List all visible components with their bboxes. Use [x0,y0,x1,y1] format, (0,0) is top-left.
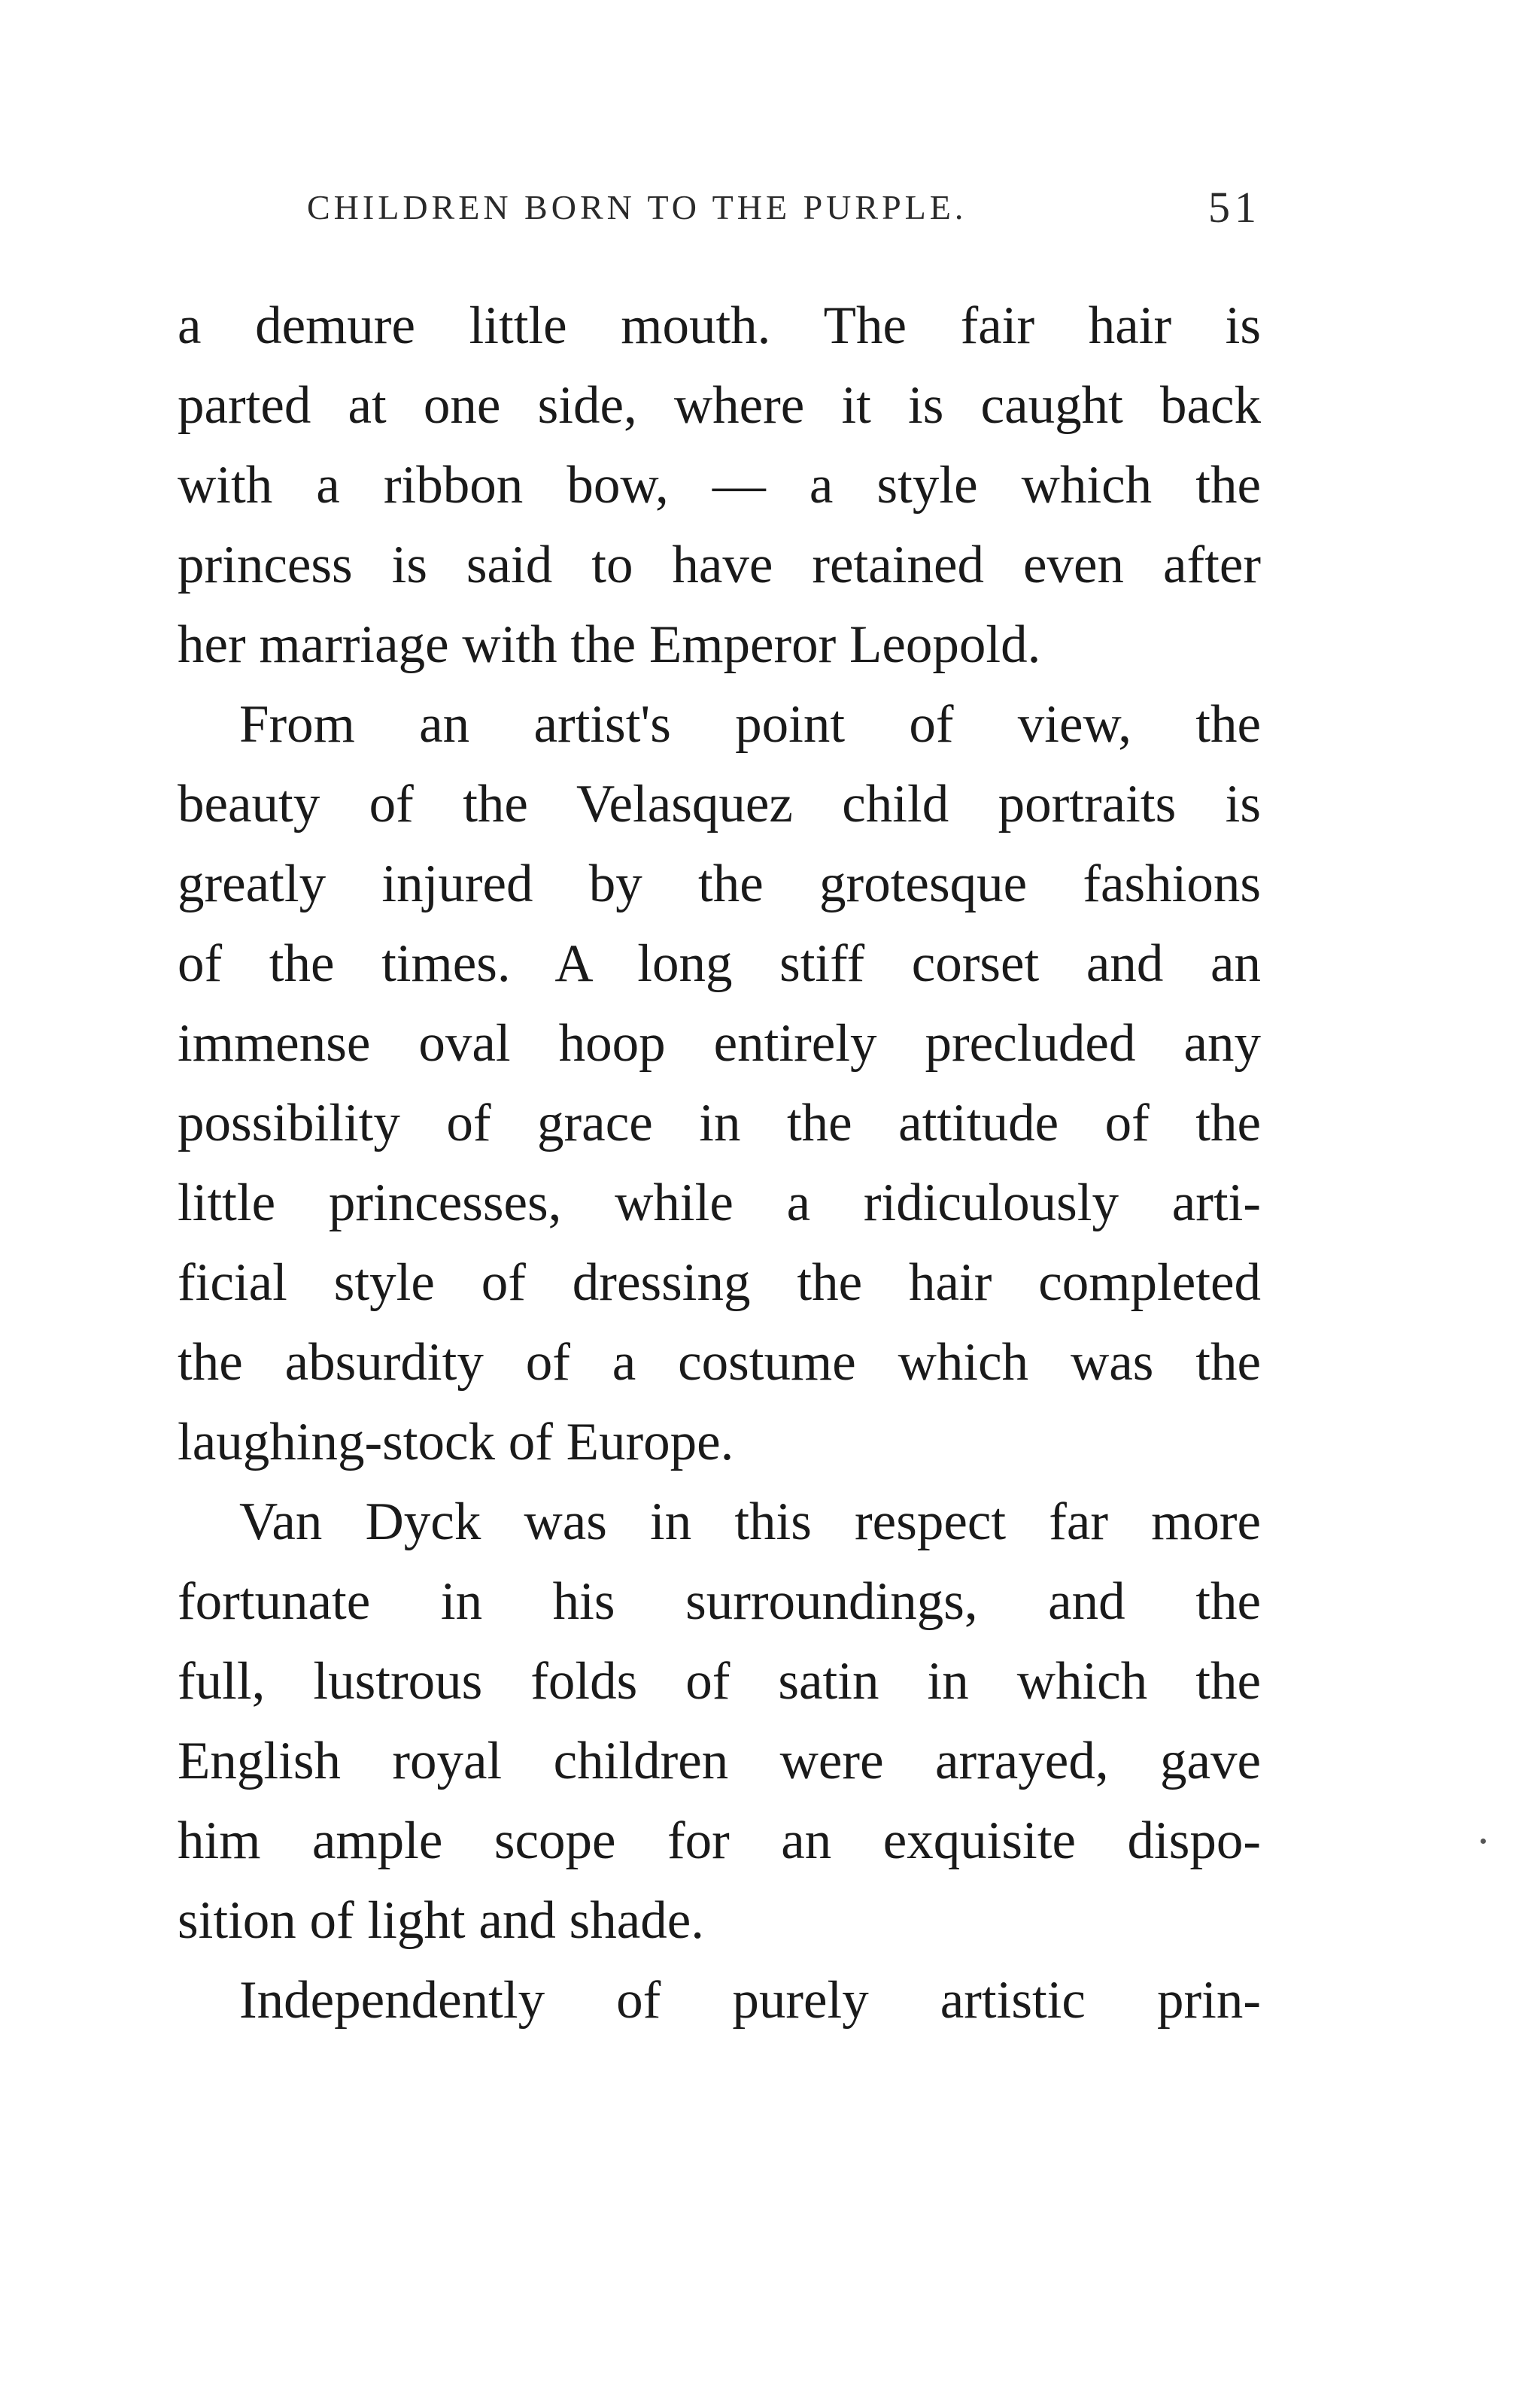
text-line: greatly injured by the grotesque fashions [178,855,1261,913]
text-line: princess is said to have retained even after [178,536,1261,594]
text-line: her marriage with the Emperor Leopold. [178,615,1041,674]
text-line: sition of light and shade. [178,1891,705,1950]
text-line: Van Dyck was in this respect far more [239,1492,1261,1551]
text-line: beauty of the Velasquez child portraits is [178,775,1261,834]
text-line: parted at one side, where it is caught back [178,376,1261,435]
text-line: fortunate in his surroundings, and the [178,1572,1261,1631]
text-line: From an artist's point of view, the [239,695,1261,754]
text-line: possibility of grace in the attitude of the [178,1094,1261,1152]
running-title: CHILDREN BORN TO THE PURPLE. [307,188,967,226]
text-line: the absurdity of a costume which was the [178,1333,1261,1392]
text-line: full, lustrous folds of satin in which the [178,1652,1261,1711]
text-line: little princesses, while a ridiculously arti- [178,1174,1261,1232]
running-head [178,178,1261,238]
text-line: ficial style of dressing the hair completed [178,1253,1261,1312]
text-line: him ample scope for an exquisite dispo- [178,1811,1261,1870]
body-text [178,286,1261,2040]
page-number: 51 [1208,183,1261,232]
text-line: a demure little mouth. The fair hair is [178,296,1261,355]
text-line: of the times. A long stiff corset and an [178,934,1261,993]
text-line: English royal children were arrayed, gave [178,1732,1261,1790]
text-line: immense oval hoop entirely precluded any [178,1014,1261,1073]
text-line: Independently of purely artistic prin- [239,1971,1261,2030]
text-line: with a ribbon bow, — a style which the [178,456,1261,515]
stray-ink-dot [1481,1839,1486,1844]
text-line: laughing-stock of Europe. [178,1413,734,1471]
